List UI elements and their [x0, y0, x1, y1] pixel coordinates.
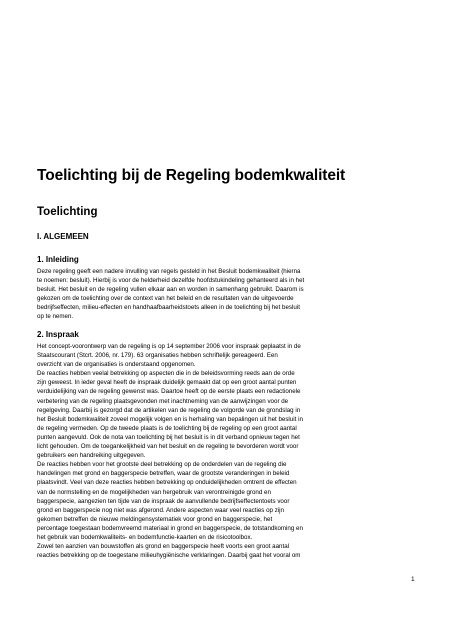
text-line: overzicht van de organisaties is onderstaand opgenomen.: [37, 361, 196, 369]
subsection-heading-inspraak: 2. Inspraak: [37, 330, 79, 339]
text-line: het Besluit bodemkwaliteit zoveel mogelijk volgen en is herhaling van bepalingen uit het besluit in: [37, 415, 303, 423]
paragraph-inleiding: [37, 267, 423, 322]
text-line: te noemen: besluit). Hierbij is voor de helderheid dezelfde hoofdstukindeling gehanteerd als in het: [37, 277, 305, 285]
text-line: bedrijfseffecten, milieu-effecten en handhaafbaarheidstoets alleen in de toelichting bij het besluit: [37, 304, 300, 312]
text-line: gekozen om de toelichting over de context van het beleid en de resultaten van de uitgevoerde: [37, 295, 294, 303]
text-line: verbetering van de regeling plaatsgevonden met inachtneming van de aanwijzingen voor de: [37, 397, 289, 405]
text-line: percentage toegestaan bodemvreemd materiaal in grond en baggerspecie, de totstandkoming en: [37, 524, 303, 532]
chapter-heading: I. ALGEMEEN: [37, 232, 89, 241]
document-title: Toelichting bij de Regeling bodemkwaliteit: [37, 167, 346, 184]
text-line: regelgeving. Daarbij is gezorgd dat de artikelen van de regeling de volgorde van de grondslag in: [37, 406, 301, 414]
text-line: verduidelijking van de regeling gewenst was. Daartoe heeft op de eerste plaats een redactionele: [37, 388, 301, 396]
text-line: plaatsvindt. Veel van deze reacties hebben betrekking op onduidelijkheden omtrent de effecten: [37, 479, 297, 487]
text-line: baggerspecie, aangezien ten tijde van de inspraak de aanvullende bedrijfseffectentoets voor: [37, 497, 290, 505]
text-line: De reacties hebben veelal betrekking op aspecten die in de beleidsvorming reeds aan de orde: [37, 370, 295, 378]
text-line: reacties betrekking op de toegestane milieuhygiënische verklaringen. Daarbij gaat het vooral om: [37, 552, 301, 560]
text-line: Zowel ten aanzien van bouwstoffen als grond en baggerspecie heeft voorts een groot aantal: [37, 543, 290, 551]
text-line: Het concept-voorontwerp van de regeling is op 14 september 2006 voor inspraak geplaatst in de: [37, 343, 301, 350]
text-line: zijn geweest. In ieder geval heeft de inspraak duidelijk gemaakt dat op een groot aantal punten: [37, 379, 297, 387]
text-line: Deze regeling geeft een nadere invulling van regels gesteld in het Besluit bodemkwaliteit (hierna: [37, 268, 301, 275]
text-line: gebruikers een handreiking uitgegeven.: [37, 452, 146, 460]
section-heading: Toelichting: [37, 206, 98, 218]
text-line: van de normstelling en de mogelijkheden van hergebruik van verontreinigde grond en: [37, 488, 271, 496]
text-line: het gebruik van bodemkwaliteits- en bodemfunctie-kaarten en de risicotoolbox.: [37, 533, 253, 541]
text-line: gekomen betreffen de nieuwe meldingensystematiek voor grond en baggerspecie, het: [37, 515, 273, 523]
text-line: handelingen met grond en baggerspecie betreffen, waar de grootste veranderingen in beleid: [37, 470, 290, 478]
subsection-heading-inleiding: 1. Inleiding: [37, 255, 79, 264]
text-line: De reacties hebben voor het grootste deel betrekking op de onderdelen van de regeling die: [37, 461, 287, 469]
text-line: licht gehouden. Om de toegankelijkheid van het besluit en de regeling te bevorderen wordt voor: [37, 443, 299, 451]
page-number: 1: [411, 576, 415, 583]
paragraph-inspraak: [37, 342, 423, 560]
text-line: grond en baggerspecie nog niet was afgerond. Andere aspecten waar veel reacties op zijn: [37, 506, 284, 514]
text-line: op te nemen.: [37, 313, 74, 321]
text-line: de regeling vermeden. Op de tweede plaats is de toelichting bij de regeling op een groot aantal: [37, 424, 297, 432]
text-line: Staatscourant (Stcrt. 2006, nr. 179). 63 organisaties hebben schriftelijk gereageerd. Een: [37, 352, 278, 360]
text-line: besluit. Het besluit en de regeling vullen elkaar aan en worden in samenhang gebruikt. Daarom is: [37, 286, 304, 294]
text-line: punten aangevuld. Ook de nota van toelichting bij het besluit is in dit verband opnieuw tegen het: [37, 433, 300, 441]
